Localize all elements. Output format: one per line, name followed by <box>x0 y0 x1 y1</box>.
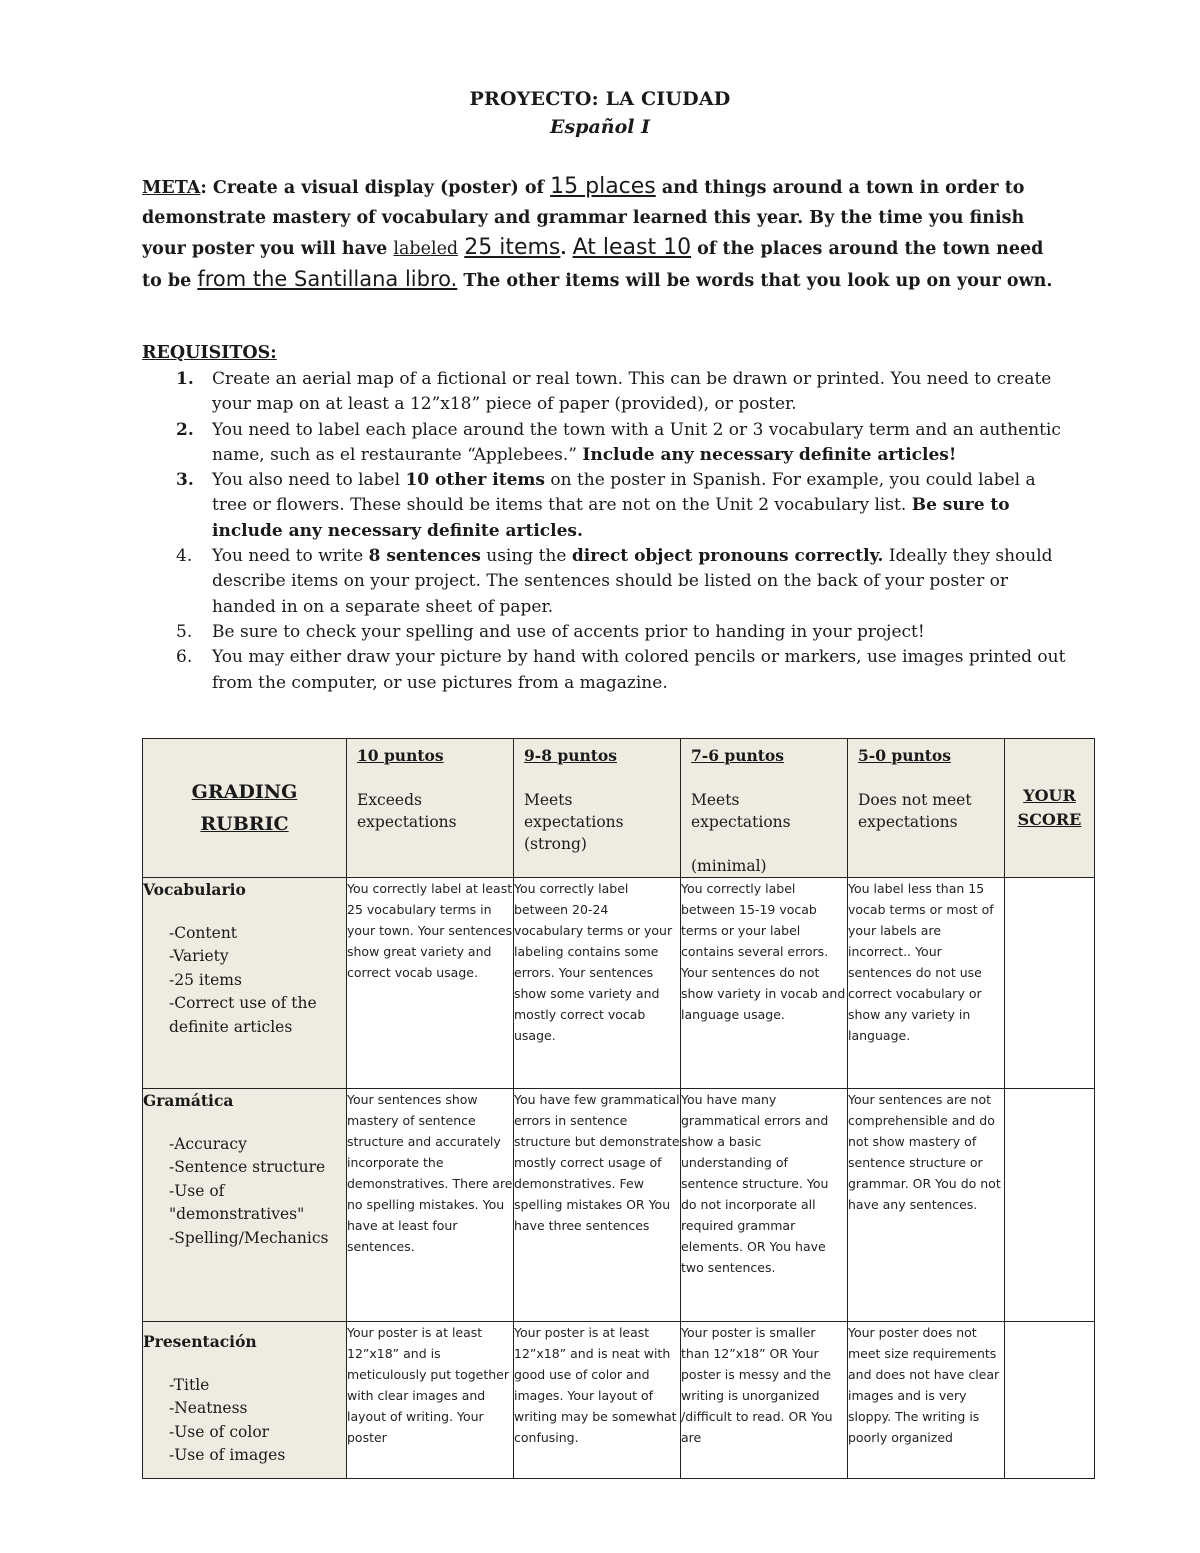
category-cell <box>143 878 347 1089</box>
score-cell[interactable] <box>1005 1089 1095 1322</box>
meta-places: 15 places <box>550 174 656 199</box>
criterion: -Correct use of the definite articles <box>169 994 317 1036</box>
category-cell <box>143 1089 347 1322</box>
meta-text-4: of the places around the town need to be <box>142 239 1044 291</box>
list-text-bold: direct object pronouns correctly. <box>571 546 884 567</box>
list-item <box>170 468 1070 544</box>
list-text-bold: Include any necessary definite articles! <box>582 444 957 465</box>
list-text: on the poster in Spanish. For example, you could label a tree or flowers. These should be items that are not on the Unit 2 vocabulary list. <box>212 470 1036 516</box>
list-text: using the <box>480 546 572 567</box>
list-text-bold: Be sure to include any necessary definite articles. <box>212 495 1010 541</box>
score-cell[interactable] <box>1005 878 1095 1089</box>
criterion: -Sentence structure <box>169 1158 326 1176</box>
list-item <box>170 544 1070 620</box>
table-row <box>143 1322 1095 1479</box>
score-header-line: YOUR <box>1023 786 1076 805</box>
rubric-cell: Your poster is at least 12”x18” and is meticulously put together with clear images and layout of writing. Your poster <box>347 1322 514 1479</box>
criterion: -Use of "demonstratives" <box>169 1181 305 1223</box>
rubric-title-line: GRADING <box>191 781 298 803</box>
level-header <box>347 739 514 878</box>
meta-label: META <box>142 178 201 198</box>
level-header <box>848 739 1005 878</box>
meta-items: 25 items <box>464 235 561 260</box>
rubric-cell: You correctly label between 20-24 vocabulary terms or your labeling contains some errors. Your sentences show some variety and mostly correct vocab usage. <box>514 878 681 1089</box>
criterion: -Neatness <box>169 1399 248 1417</box>
rubric-cell: Your sentences are not comprehensible and do not show mastery of sentence structure or grammar. OR You do not have any sentences. <box>848 1089 1005 1322</box>
rubric-cell: You have many grammatical errors and show a basic understanding of sentence structure. You do not incorporate all required grammar elements. OR You have two sentences. <box>681 1089 848 1322</box>
level-points: 9-8 puntos <box>524 746 617 765</box>
list-text: Ideally they should describe items on your project. The sentences should be listed on the back of your poster or handed in on a separate sheet of paper. <box>212 546 1053 617</box>
list-item <box>170 418 1070 469</box>
criterion: -25 items <box>169 970 242 989</box>
requirements-list <box>170 367 1070 696</box>
list-item <box>170 367 1070 418</box>
rubric-title-line: RUBRIC <box>200 813 289 835</box>
category-name: Presentación <box>143 1332 257 1351</box>
page-subtitle: Español I <box>550 116 650 138</box>
level-points: 5-0 puntos <box>858 746 951 765</box>
criterion: -Use of images <box>169 1446 286 1464</box>
grading-rubric-table <box>142 738 1095 1479</box>
category-name: Gramática <box>143 1091 234 1110</box>
level-header <box>681 739 848 878</box>
list-number: 3. <box>176 470 194 491</box>
rubric-cell: Your poster is at least 12”x18” and is neat with good use of color and images. Your layout of writing may be somewhat confusing. <box>514 1322 681 1479</box>
rubric-title <box>143 739 347 878</box>
rubric-cell: Your poster does not meet size requirements and does not have clear images and is very sloppy. The writing is poorly organized <box>848 1322 1005 1479</box>
level-points: 7-6 puntos <box>691 746 784 765</box>
criterion: -Accuracy <box>169 1134 247 1153</box>
rubric-cell: You have few grammatical errors in sentence structure but demonstrate mostly correct usage of demonstratives. Few spelling mistakes OR You have three sentences <box>514 1089 681 1322</box>
rubric-cell: Your sentences show mastery of sentence structure and accurately incorporate the demonstratives. There are no spelling mistakes. You have at least four sentences. <box>347 1089 514 1322</box>
list-number: 1. <box>176 369 194 389</box>
score-header-line: SCORE <box>1017 810 1082 829</box>
level-description: Meets expectations (strong) <box>524 791 624 853</box>
list-number: 6. <box>176 647 193 668</box>
criterion: -Content <box>169 923 238 942</box>
meta-labeled: labeled <box>393 239 459 259</box>
list-text: You may either draw your picture by hand with colored pencils or markers, use images printed out from the computer, or use pictures from a magazine. <box>212 647 1066 693</box>
meta-text-2: and things around a town in order to demonstrate mastery of vocabulary and grammar learned this year. By the time you finish your poster you will have <box>142 178 1025 259</box>
meta-paragraph <box>142 172 1062 296</box>
table-row <box>143 878 1095 1089</box>
criterion: -Use of color <box>169 1422 270 1441</box>
list-item <box>170 620 1070 645</box>
list-text: You need to label each place around the town with a Unit 2 or 3 vocabulary term and an authentic name, such as el restaurante “Applebees.” <box>212 419 1061 465</box>
level-description: Meets expectations <box>691 791 791 831</box>
your-score-header <box>1005 739 1095 878</box>
list-text-bold: 10 other items <box>405 470 545 491</box>
criterion: -Title <box>169 1375 210 1394</box>
list-text: You need to write <box>212 546 369 567</box>
list-item <box>170 645 1070 696</box>
requirements-heading: REQUISITOS: <box>142 343 277 363</box>
score-cell[interactable] <box>1005 1322 1095 1479</box>
rubric-cell: You label less than 15 vocab terms or most of your labels are incorrect.. Your sentences do not use correct vocabulary or show any variety in language. <box>848 878 1005 1089</box>
list-text: Be sure to check your spelling and use of accents prior to handing in your project! <box>212 621 925 642</box>
rubric-cell: Your poster is smaller than 12”x18” OR Your poster is messy and the writing is unorganized /difficult to read. OR You are <box>681 1322 848 1479</box>
list-text: Create an aerial map of a fictional or real town. This can be drawn or printed. You need to create your map on at least a 12”x18” piece of paper (provided), or poster. <box>212 369 1052 415</box>
level-points: 10 puntos <box>357 746 444 765</box>
category-name: Vocabulario <box>143 880 246 899</box>
rubric-cell: You correctly label at least 25 vocabulary terms in your town. Your sentences show great variety and correct vocab usage. <box>347 878 514 1089</box>
level-description: (minimal) <box>691 857 767 875</box>
criterion: -Spelling/Mechanics <box>169 1228 329 1247</box>
rubric-header-row <box>143 739 1095 878</box>
meta-text-1: : Create a visual display (poster) of <box>200 178 551 198</box>
list-text: You also need to label <box>212 470 406 491</box>
list-number: 5. <box>176 621 193 642</box>
criterion: -Variety <box>169 947 229 965</box>
level-header <box>514 739 681 878</box>
list-number: 4. <box>176 546 193 567</box>
meta-libro: from the Santillana libro. <box>197 267 458 291</box>
meta-atleast: At least 10 <box>572 235 692 260</box>
level-description: Does not meet expectations <box>858 791 972 831</box>
page-title: PROYECTO: LA CIUDAD <box>469 88 731 110</box>
meta-text-3: . <box>560 239 573 259</box>
rubric-cell: You correctly label between 15-19 vocab terms or your label contains several errors. Your sentences do not show variety in vocab and language usage. <box>681 878 848 1089</box>
level-description: Exceeds expectations <box>357 791 457 831</box>
list-number: 2. <box>176 419 194 440</box>
table-row <box>143 1089 1095 1322</box>
meta-text-5: The other items will be words that you look up on your own. <box>457 271 1053 291</box>
category-cell <box>143 1322 347 1479</box>
list-text-bold: 8 sentences <box>368 546 481 567</box>
